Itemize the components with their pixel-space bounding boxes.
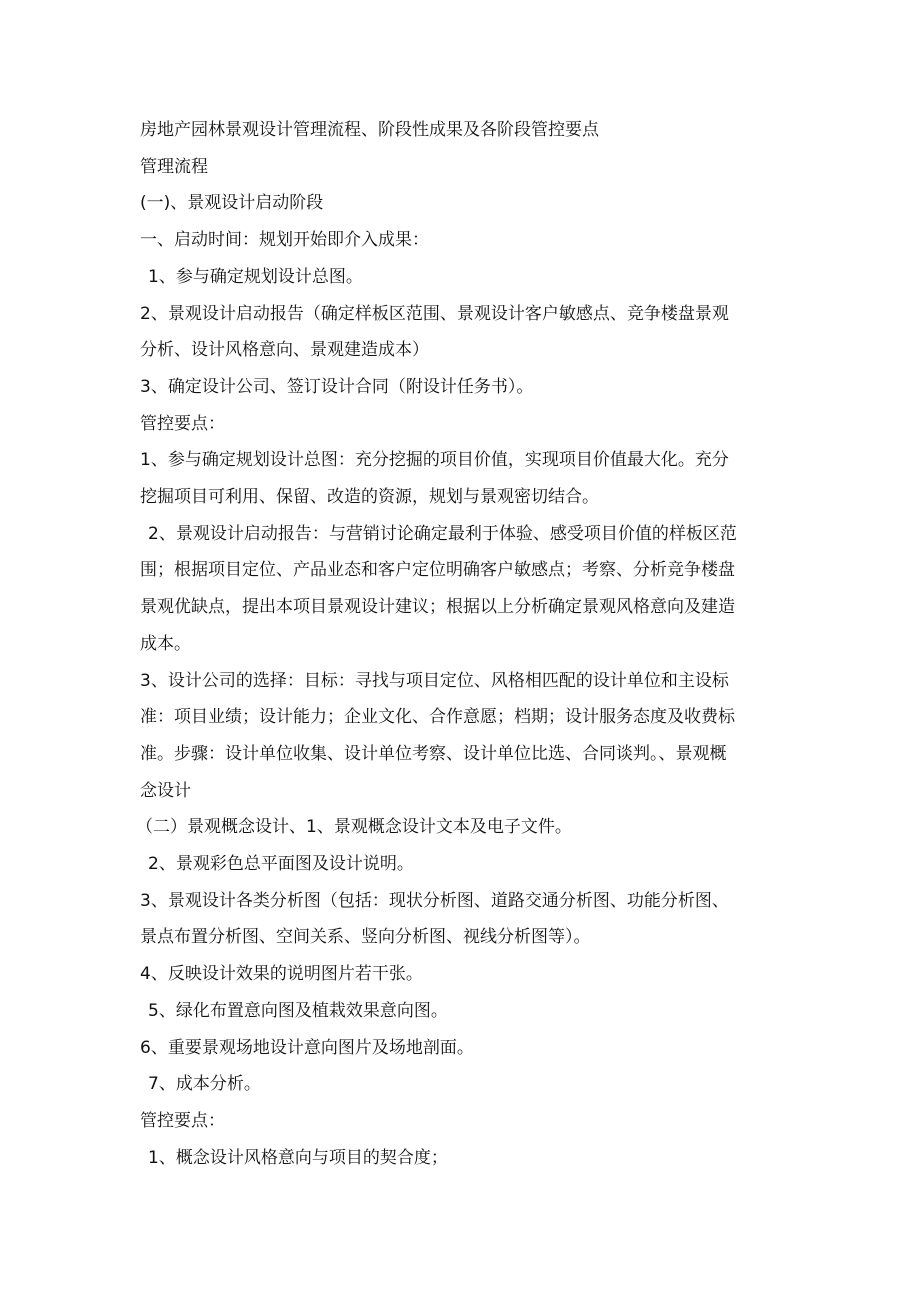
subsection-heading: （二）景观概念设计、1、景观概念设计文本及电子文件。 <box>136 817 572 838</box>
list-item: 3、确定设计公司、签订设计合同（附设计任务书）。 <box>140 376 534 397</box>
text-line: 一、启动时间：规划开始即介入成果： <box>140 230 429 251</box>
list-item: 1、参与确定规划设计总图：充分挖掘的项目价值，实现项目价值最大化。充分 <box>140 450 729 471</box>
list-item: 3、设计公司的选择：目标：寻找与项目定位、风格相匹配的设计单位和主设标 <box>140 670 729 691</box>
document-body <box>136 112 785 1176</box>
text-line: 准：项目业绩；设计能力；企业文化、合作意愿；档期；设计服务态度及收费标 <box>140 707 735 728</box>
list-item: 3、景观设计各类分析图（包括：现状分析图、道路交通分析图、功能分析图、 <box>140 890 729 911</box>
text-line: 挖掘项目可利用、保留、改造的资源，规划与景观密切结合。 <box>140 487 599 508</box>
list-item: 7、成本分析。 <box>148 1074 261 1095</box>
list-item: 2、景观彩色总平面图及设计说明。 <box>148 854 414 875</box>
list-item: 2、景观设计启动报告：与营销讨论确定最利于体验、感受项目价值的样板区范 <box>148 523 737 544</box>
text-line: 景点布置分析图、空间关系、竖向分析图、视线分析图等）。 <box>140 927 591 948</box>
text-line: 分析、设计风格意向、景观建造成本） <box>140 340 429 361</box>
list-item: 4、反映设计效果的说明图片若干张。 <box>140 964 423 985</box>
section-label: 管控要点： <box>140 1110 225 1131</box>
list-item: 5、绿化布置意向图及植栽效果意向图。 <box>148 1000 448 1021</box>
text-line: 景观优缺点，提出本项目景观设计建议；根据以上分析确定景观风格意向及建造 <box>140 597 735 618</box>
list-item: 6、重要景观场地设计意向图片及场地剖面。 <box>140 1037 474 1058</box>
text-line: 准。步骤：设计单位收集、设计单位考察、设计单位比选、合同谈判。、景观概 <box>140 743 727 764</box>
text-line: 念设计 <box>140 780 191 801</box>
list-item: 1、概念设计风格意向与项目的契合度； <box>148 1147 448 1168</box>
document-title: 房地产园林景观设计管理流程、阶段性成果及各阶段管控要点 <box>140 120 599 140</box>
list-item: 1、参与确定规划设计总图。 <box>148 266 363 287</box>
section-label: 管控要点： <box>140 413 225 434</box>
text-line: 成本。 <box>140 633 191 654</box>
section-heading: 管理流程 <box>140 156 208 177</box>
list-item: 2、景观设计启动报告（确定样板区范围、景观设计客户敏感点、竞争楼盘景观 <box>140 303 729 324</box>
subsection-heading: (一)、景观设计启动阶段 <box>140 193 324 214</box>
text-line: 围；根据项目定位、产品业态和客户定位明确客户敏感点；考察、分析竞争楼盘 <box>140 560 735 581</box>
